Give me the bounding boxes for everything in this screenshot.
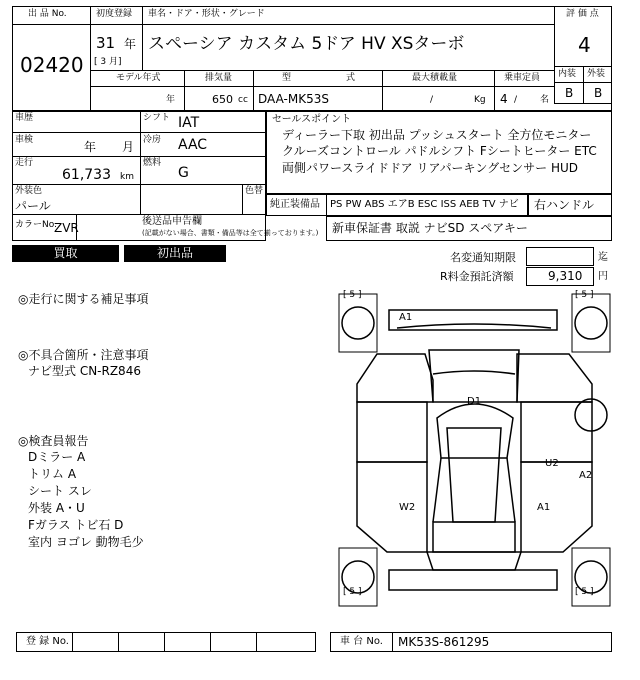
damage-mark-d1: D1 (467, 396, 482, 407)
damage-mark-a1-side: A1 (537, 502, 551, 513)
color-no-value: ZVR (54, 221, 79, 235)
year-unit: 年 (124, 37, 137, 51)
capacity-value: 4 (500, 92, 508, 106)
score-label: 評 価 点 (566, 9, 599, 19)
inspector-line: Fガラス トビ石 D (28, 518, 124, 532)
inspection-month: 月 (122, 140, 135, 154)
car-damage-diagram (337, 290, 612, 610)
ac-value: AAC (178, 137, 208, 153)
inspector-line: 室内 ヨゴレ 動物毛少 (28, 535, 144, 549)
sales-line-3: 両側パワースライドドア リアパーキングセンサー HUD (282, 161, 579, 175)
car-name: スペーシア カスタム 5ドア HV XSターボ (148, 34, 465, 54)
capacity-label: 乗車定員 (504, 73, 541, 83)
inspector-line: 外装 A・U (28, 501, 85, 515)
shift-label: シフト (143, 113, 171, 123)
inspector-line: トリム A (28, 467, 77, 481)
displacement-unit: cc (238, 95, 248, 105)
inspector-line: Dミラー A (28, 450, 86, 464)
type-value: DAA-MK53S (258, 92, 329, 106)
load-slash: / (430, 95, 434, 105)
damage-mark-a1-front: A1 (399, 312, 413, 323)
color-change-label: 色替 (245, 186, 264, 196)
recycle-unit: 円 (598, 271, 608, 282)
tire-label-rear-left: [ 5 ] (343, 587, 362, 597)
sales-line-2: クルーズコントロール パドルシフト Fシートヒーター ETC (282, 144, 597, 158)
first-reg-label: 初度登録 (96, 9, 133, 19)
model-year-label: モデル年式 (116, 73, 161, 83)
type-label: 型 (282, 73, 292, 83)
month-text: [ 3 月] (94, 57, 122, 67)
tire-label-front-left: [ 5 ] (343, 290, 362, 300)
model-year-unit: 年 (166, 95, 176, 105)
interior-label: 内装 (558, 69, 577, 79)
docs-label: 後送品申告欄 (142, 216, 202, 227)
inspection-label: 車検 (15, 135, 34, 145)
history-label: 車歴 (15, 113, 34, 123)
mileage-value: 61,733 (62, 167, 111, 183)
handle-value: 右ハンドル (534, 198, 595, 212)
supplement-title: ◎走行に関する補足事項 (18, 292, 149, 306)
sales-line-1: ディーラー下取 初出品 プッシュスタート 全方位モニター (282, 128, 592, 142)
load-unit: Kg (474, 95, 486, 105)
ext-color-label: 外装色 (15, 186, 43, 196)
lot-no-label: 出 品 No. (28, 9, 67, 19)
chassis-no-label: 車 台 No. (340, 636, 383, 647)
recycle-label: R料金預託済額 (440, 270, 514, 283)
tire-label-rear-right: [ 5 ] (575, 587, 594, 597)
fuel-label: 燃料 (143, 158, 162, 168)
mileage-unit: km (120, 172, 134, 182)
docs-note: (記載がない場合、書類・備品等は全て揃っております。) (142, 229, 319, 237)
damage-mark-u2: U2 (545, 458, 559, 469)
name-change-suffix: 迄 (598, 252, 608, 263)
damage-mark-w2: W2 (399, 502, 416, 513)
reg-no-label: 登 録 No. (26, 636, 69, 647)
year-value: 31 (96, 34, 116, 52)
defect-title: ◎不具合箇所・注意事項 (18, 348, 149, 362)
tire-label-front-right: [ 5 ] (575, 290, 594, 300)
ac-label: 冷房 (143, 135, 162, 145)
car-label: 車名・ドア・形状・グレード (148, 9, 265, 19)
interior-grade: B (565, 86, 574, 100)
inspector-line: シート スレ (28, 484, 92, 498)
warranty-value: 新車保証書 取説 ナビSD スペアキー (332, 221, 528, 235)
displacement-label: 排気量 (205, 73, 233, 83)
kaitori-badge: 買取 (12, 245, 119, 262)
lot-no: 02420 (20, 53, 84, 77)
load-label: 最大積載量 (412, 73, 458, 83)
chassis-no-value: MK53S-861295 (398, 635, 490, 649)
inspector-title: ◎検査員報告 (18, 434, 89, 448)
inspection-year: 年 (84, 140, 97, 154)
type-label-2: 式 (346, 73, 356, 83)
score: 4 (578, 33, 591, 57)
ext-color-value: パール (15, 199, 51, 213)
name-change-label: 名変通知期限 (450, 251, 516, 264)
sales-points-label: セールスポイント (272, 114, 352, 125)
recycle-value: 9,310 (548, 269, 583, 283)
name-change-field (526, 247, 594, 266)
defect-line: ナビ型式 CN-RZ846 (28, 364, 141, 378)
equipment-value: PS PW ABS エアB ESC ISS AEB TV ナビ (330, 199, 519, 210)
displacement-value: 650 (212, 93, 233, 106)
shift-value: IAT (178, 115, 200, 131)
capacity-slash: / (514, 95, 518, 105)
car-outline-drawing (337, 290, 612, 610)
equipment-label: 純正装備品 (270, 199, 320, 210)
exterior-grade: B (594, 86, 603, 100)
exterior-label: 外装 (587, 69, 606, 79)
color-no-label: カラーNo. (15, 220, 57, 230)
hatsu-shuppin-badge: 初出品 (124, 245, 226, 262)
fuel-value: G (178, 165, 189, 181)
damage-mark-a2: A2 (579, 470, 593, 481)
mileage-label: 走行 (15, 158, 34, 168)
capacity-unit: 名 (540, 95, 550, 105)
